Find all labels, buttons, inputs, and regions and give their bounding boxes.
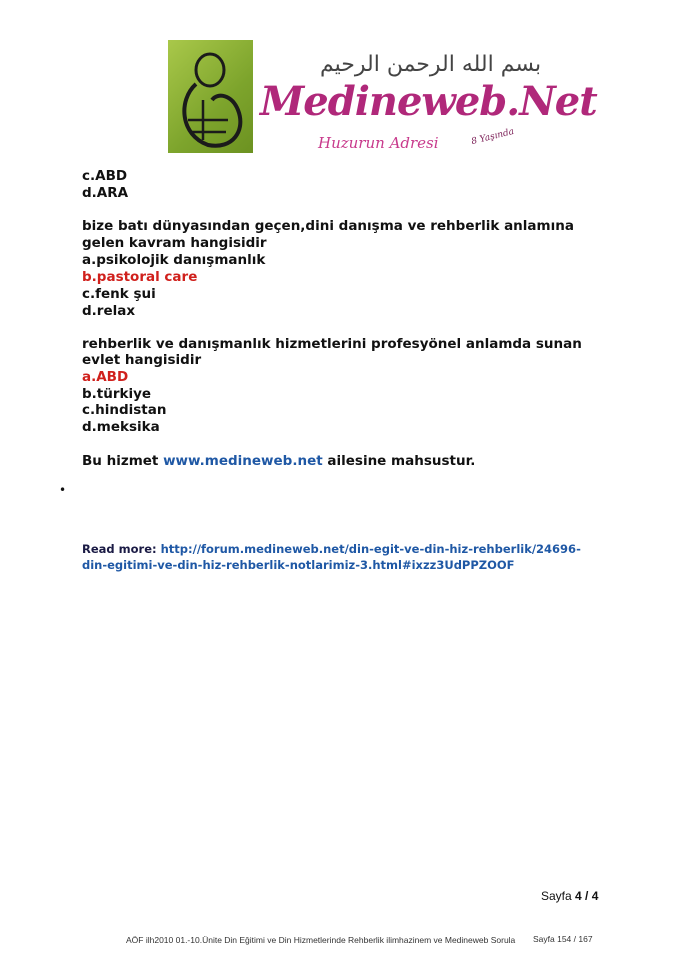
site-logo	[168, 40, 597, 155]
option-line: c.fenk şui	[82, 286, 156, 302]
bullet-point: •	[59, 483, 67, 497]
question-line: gelen kavram hangisidir	[82, 235, 267, 251]
question-line: rehberlik ve danışmanlık hizmetlerini profesyönel anlamda sunan	[82, 336, 582, 352]
page-current: 4	[575, 889, 582, 903]
read-more-line-2	[82, 557, 515, 573]
read-more-label: Read more:	[82, 542, 161, 556]
calligraphy-logo-icon	[168, 40, 253, 153]
logo-tagline: Huzurun Adresi	[318, 134, 439, 152]
question-line: evlet hangisidir	[82, 352, 202, 368]
option-line: c.hindistan	[82, 402, 167, 418]
bismillah-text: بسم الله الرحمن الرحيم	[320, 52, 542, 77]
option-line: b.türkiye	[82, 386, 152, 402]
logo-age-badge: 8 Yaşında	[470, 126, 516, 148]
site-link[interactable]: www.medineweb.net	[163, 453, 323, 469]
page-separator: /	[581, 889, 592, 903]
page-number	[541, 889, 598, 903]
read-more-link-continued[interactable]: din-egitimi-ve-din-hiz-rehberlik-notlarimiz-3.html#ixzz3UdPPZOOF	[82, 558, 515, 572]
page-total: 4	[591, 889, 599, 903]
document-footer: AÖF ilh2010 01.-10.Ünite Din Eğitimi ve Din Hizmetlerinde Rehberlik ilimhazinem ve Medineweb Sorula	[126, 935, 516, 945]
read-more-line-1	[82, 541, 581, 557]
question-line: bize batı dünyasından geçen,dini danışma ve rehberlik anlamına	[82, 218, 574, 234]
ownership-prefix: Bu hizmet	[82, 453, 164, 469]
option-line: c.ABD	[82, 168, 128, 184]
option-line: d.relax	[82, 303, 136, 319]
logo-brand-name: Medineweb.Net	[260, 78, 597, 125]
ownership-suffix: ailesine mahsustur.	[322, 453, 476, 469]
correct-answer: b.pastoral care	[82, 269, 198, 285]
option-line: a.psikolojik danışmanlık	[82, 252, 266, 268]
correct-answer: a.ABD	[82, 369, 129, 385]
ownership-notice	[82, 453, 475, 470]
option-line: d.ARA	[82, 185, 129, 201]
footer-page-number: Sayfa 154 / 167	[533, 934, 593, 944]
page-label: Sayfa	[541, 889, 576, 903]
option-line: d.meksika	[82, 419, 160, 435]
read-more-link[interactable]: http://forum.medineweb.net/din-egit-ve-din-hiz-rehberlik/24696-	[160, 542, 581, 556]
